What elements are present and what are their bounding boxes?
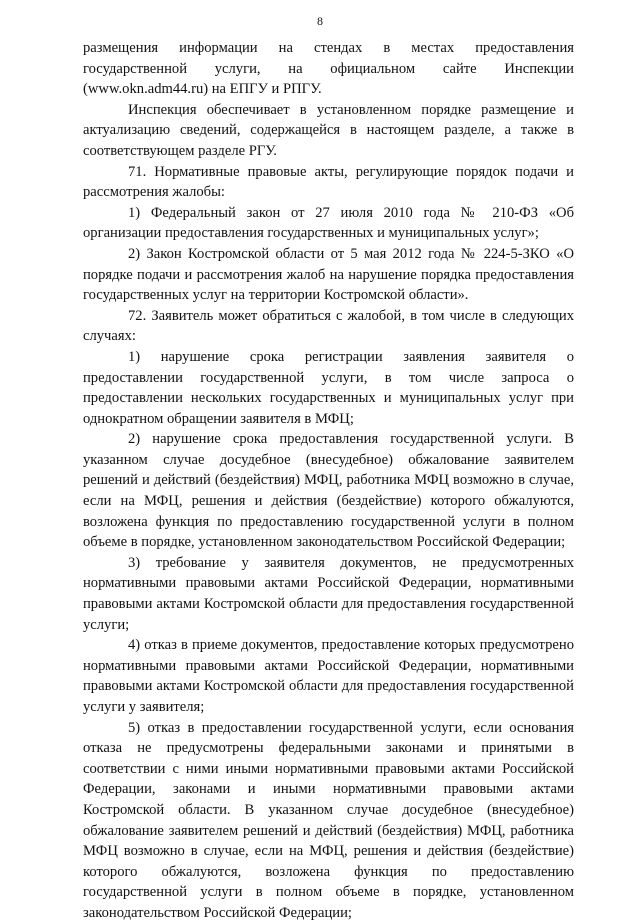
paragraph: Инспекция обеспечивает в установленном порядке размещение и актуализацию сведений, содержащейся в настоящем разделе, а также в соответствующем разделе РГУ. <box>83 101 574 159</box>
paragraph: 1) нарушение срока регистрации заявления заявителя о предоставлении государственной услуги, в том числе запроса о предоставлении нескольких государственных и муниципальных услуг при однократном обращении заявителя в МФЦ; <box>83 348 574 427</box>
paragraph: 72. Заявитель может обратиться с жалобой, в том числе в следующих случаях: <box>83 307 574 345</box>
paragraph: 4) отказ в приеме документов, предоставление которых предусмотрено нормативными правовыми актами Российской Федерации, нормативными правовыми актами Костромской области для предоставления государственной услуги у заявителя; <box>83 637 574 715</box>
paragraph: 2) нарушение срока предоставления государственной услуги. В указанном случае досудебное (внесудебное) обжалование заявителем решений и действий (бездействия) МФЦ, работника МФЦ возможно в случае, если на МФЦ, решения и действия (бездействие) которого обжалуются, возложена функция по предоставлению государственной услуги в полном объеме в порядке, установленном законодательством Российской Федерации; <box>83 431 574 551</box>
document-body <box>83 38 574 924</box>
paragraph: 71. Нормативные правовые акты, регулирующие порядок подачи и рассмотрения жалобы: <box>83 163 574 201</box>
paragraph: размещения информации на стендах в местах предоставления государственной услуги, на официальном сайте Инспекции (www.okn.adm44.ru) на ЕПГУ и РПГУ. <box>83 40 574 98</box>
paragraph: 1) Федеральный закон от 27 июля 2010 года № 210-ФЗ «Об организации предоставления государственных и муниципальных услуг»; <box>83 204 574 242</box>
paragraph: 5) отказ в предоставлении государственной услуги, если основания отказа не предусмотрены федеральными законами и принятыми в соответствии с ними иными нормативными правовыми актами Российской Федерации, законами и иными нормативными правовыми актами Костромской области. В указанном случае досудебное (внесудебное) обжалование заявителем решений и действий (бездействия) МФЦ, работника МФЦ возможно в случае, если на МФЦ, решения и действия (бездействие) которого обжалуются, возложена функция по предоставлению государственной услуги в полном объеме в порядке, установленном законодательством Российской Федерации; <box>83 719 574 921</box>
paragraph: 3) требование у заявителя документов, не предусмотренных нормативными правовыми актами Российской Федерации, нормативными правовыми актами Костромской области для предоставления государственной услуги; <box>83 554 574 633</box>
page-number: 8 <box>317 14 323 28</box>
paragraph: 2) Закон Костромской области от 5 мая 2012 года № 224-5-ЗКО «О порядке подачи и рассмотрения жалоб на нарушение порядка предоставления государственных услуг на территории Костромской области». <box>83 245 574 304</box>
